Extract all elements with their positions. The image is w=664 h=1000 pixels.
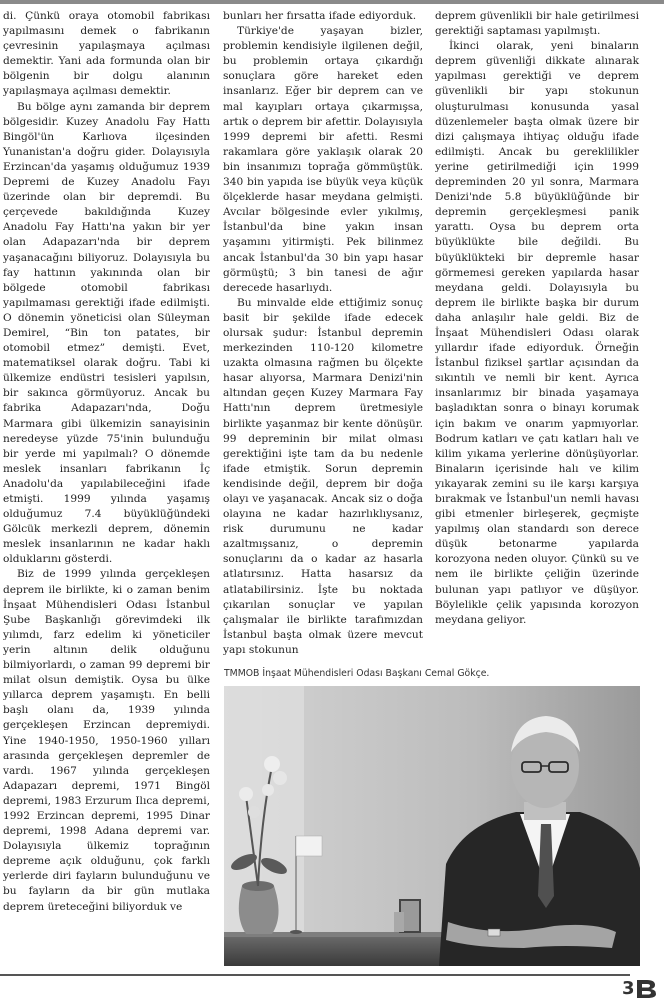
column-1 (3, 9, 210, 969)
column-3 (435, 9, 639, 659)
paragraph: İkinci olarak, yeni binaların deprem güvenliği dikkate alınarak yapılması gerektiği ve deprem güvenlikli bir yapı stokunun oluşturulması konusunda yasal düzenlemeler başta olmak üzere bir dizi çalışmaya ihtiyaç olduğu ifade edilmişti. Ancak bu gereklilikler yerine getirilmediği için 1999 depreminden 20 yıl sonra, Marmara Denizi'nde 5.8 büyüklüğünde bir depremin gerçekleşmesi panik yarattı. Oysa bu deprem orta büyüklükte bile değildi. Bu büyüklükteki bir depremle hasar görmemesi gereken yapılarda hasar meydana geldi. Dolayısıyla bu deprem ile birlikte başka bir durum daha anlaşılır hale geldi. Biz de İnşaat Mühendisleri Odası olarak yıllardır ifade ediyorduk. Örneğin İstanbul fiziksel şartlar açısından da sıkıntılı ve nemli bir kent. Ayrıca insanlarımız bir binada yaşamaya başladıktan sonra o binayı korumak için bakım ve onarım yapmıyorlar. Bodrum katları ve çatı katları halı ve kilim yıkama yerlerine dönüşüyorlar. Binaların içerisinde halı ve kilim yıkayarak zemini su ile karşı karşıya bırakmak ve İstanbul'un nemli havası gibi etmenler birleşerek, geçmişte yapılmış olan standardı son derece düşük betonarme yapılarda korozyona neden oluyor. Çünkü su ve nem ile birlikte çeliğin üzerinde bulunan yapı patlıyor ve düşüyor. Böylelikle çelik yapısında korozyon meydana geliyor. (435, 40, 639, 626)
vase (239, 886, 279, 934)
portrait-photo (224, 686, 640, 966)
photo-caption: TMMOB İnşaat Mühendisleri Odası Başkanı Cemal Gökçe. (224, 668, 490, 679)
paragraph: Bu bölge aynı zamanda bir deprem bölgesidir. Kuzey Anadolu Fay Hattı Bingöl'ün Karlıova ilçesinden Yunanistan'a doğru gider. Dolayısıyla Erzincan'da yaşamış olduğumuz 1939 Depremi de Kuzey Anadolu Fayı üzerinde olan bir depremdi. Bu çerçevede bakıldığında Kuzey Anadolu Fay Hattı'na yakın bir yer olan Adapazarı'nda bir deprem yaşanacağını biliyoruz. Dolayısıyla bu fay hattının yakınında olan bir bölgede otomobil fabrikası yapılmaması gerektiği ifade edilmişti. O dönemin yöneticisi olan Süleyman Demirel, “Bin ton patates, bir otomobil etmez” demişti. Evet, matematiksel olarak doğru. Tabi ki ülkemize endüstri tesisleri yapılsın, bir sakınca görmüyoruz. Ancak bu fabrika Adapazarı'nda, Doğu Marmara gibi ülkemizin sanayisinin neredeyse yüzde 75'inin bulunduğu bir yerde mi yapılmalı? O dönemde meslek insanları fabrikanın İç Anadolu'da yapılabileceğini ifade etmişti. 1999 yılında yaşamış olduğumuz 7.4 büyüklüğündeki Gölcük merkezli deprem, dönemin meslek insanlarının ne kadar haklı olduklarını gösterdi. (3, 100, 210, 566)
magazine-logo-icon (634, 978, 658, 1000)
paragraph: Biz de 1999 yılında gerçekleşen deprem ile birlikte, ki o zaman benim İnşaat Mühendisleri Odası İstanbul Şube Başkanlığı görevimdeki ilk yılımdı, farz edelim ki yöneticiler yerin altının delik olduğunu bilmiyorlardı, o zaman 99 depremi bir milat olsun demiştik. Oysa bu ülke yıllarca deprem yaşamıştı. En belli başlı olanı da, 1939 yılında gerçekleşen Erzincan depremiydi. Yine 1940-1950, 1950-1960 yılları arasında gerçekleşen depremler de vardı. 1967 yılında gerçekleşen Adapazarı depremi, 1971 Bingöl depremi, 1983 Erzurum Ilıca depremi, 1992 Erzincan depremi, 1995 Dinar depremi, 1998 Adana depremi var. Dolayısıyla ülkemiz toprağının depreme açık olduğunu, çok farklı yerlerde diri fayların bulunduğunu ve bu fayların da bir gün mutlaka deprem üreteceğini biliyorduk ve (3, 568, 210, 913)
column-2 (223, 9, 423, 659)
paragraph: Türkiye'de yaşayan bizler, problemin kendisiyle ilgilenen değil, bu problemin ortaya çıkardığı sonuçlara göre hareket eden insanlarız. Eğer bir deprem can ve mal kayıpları ortaya çıkarmışsa, artık o deprem bir afettir. Dolayısıyla 1999 depremi bir afetti. Resmi rakamlara göre yaklaşık olarak 20 bin insanımızı toprağa gömmüştük. 340 bin yapıda ise büyük veya küçük ölçeklerde hasar meydana gelmişti. Avcılar bölgesinde evler yıkılmış, İstanbul'da bine yakın insan yaşamını yitirmişti. Pek bilinmez ancak İstanbul'da 30 bin yapı hasar görmüştü; 3 bin tanesi de ağır derecede hasarlıydı. (223, 25, 423, 294)
paragraph: Bu minvalde elde ettiğimiz sonuç basit bir şekilde ifade edecek olursak şudur: İstanbul depremin merkezinden 110-120 kilometre uzakta olmasına rağmen bu ölçekte hasar alıyorsa, Marmara Denizi'nin altından geçen Kuzey Marmara Fay Hattı'nın deprem üretmesiyle birlikte yaşanmaz bir kente dönüşür. 99 depreminin bir milat olması gerektiğini işte tam da bu nedenle ifade etmiştik. Sorun depremin kendisinde değil, deprem bir doğa olayı ve yaşanacak. Ancak siz o doğa olayına ne kadar hazırlıklıysanız, risk durumunu ne kadar azaltmışsanız, o depremin sonuçlarını da o kadar az hasarla atlatırsınız. Hatta hasarsız da atlatabilirsiniz. İşte bu noktada çıkarılan sonuçlar ve yapılan çalışmalar ile birlikte tarafımızdan İstanbul başta olmak üzere mevcut yapı stokunun (223, 296, 423, 656)
top-rule (0, 0, 664, 4)
page-number: 3 (622, 978, 635, 999)
footer-rule (0, 974, 630, 976)
paragraph: bunları her fırsatta ifade ediyorduk. (223, 10, 417, 22)
paragraph: deprem güvenlikli bir hale getirilmesi gerektiği saptaması yapılmıştı. (435, 10, 639, 38)
paragraph: di. Çünkü oraya otomobil fabrikası yapılmasını demek o fabrikanın çevresinin yapılaşmaya açılması demektir. Yani ada formunda olan bir bölgenin bir dolgu alanının yapılaşmaya açılması demektir. (3, 10, 210, 98)
